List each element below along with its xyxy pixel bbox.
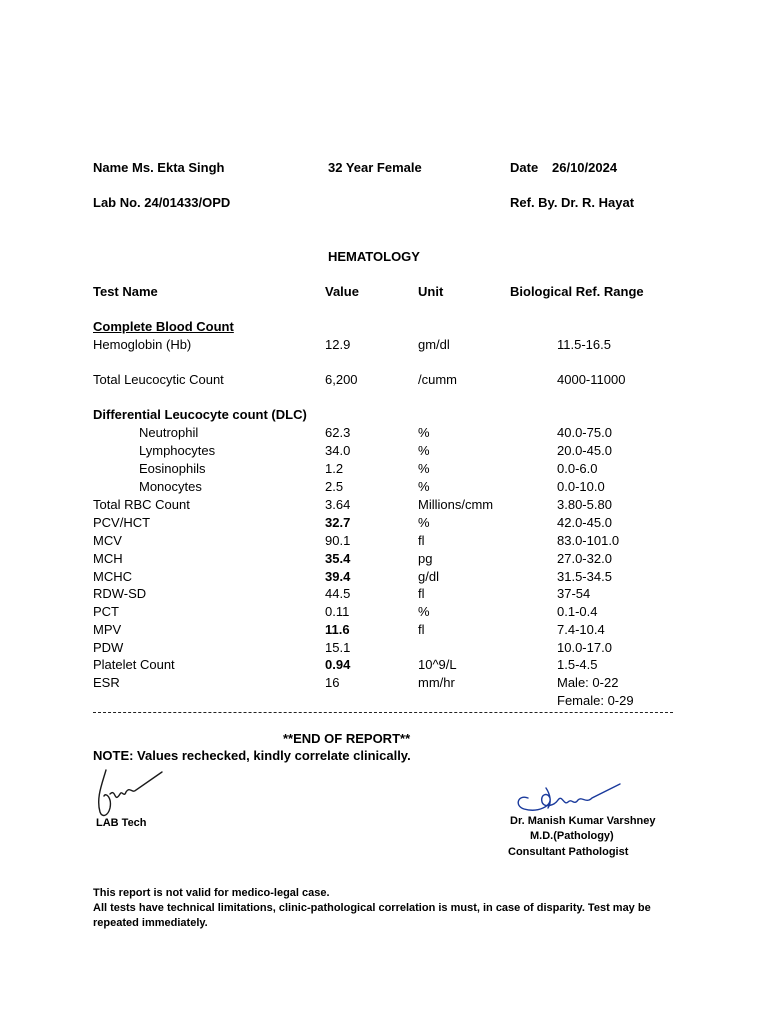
test-range: 10.0-17.0 [557, 640, 612, 655]
test-unit: gm/dl [418, 337, 450, 352]
test-range: 37-54 [557, 586, 591, 601]
table-row-dlc [93, 478, 693, 496]
test-unit: Millions/cmm [418, 497, 494, 512]
test-value-abnormal: 35.4 [325, 551, 351, 566]
test-range: 1.5-4.5 [557, 657, 598, 672]
header-test-name: Test Name [93, 284, 158, 299]
test-range: 7.4-10.4 [557, 622, 605, 637]
test-value-abnormal: 39.4 [325, 569, 351, 584]
test-value: 15.1 [325, 640, 351, 655]
test-value: 2.5 [325, 479, 344, 494]
test-name: Total RBC Count [93, 497, 190, 512]
header-ref-range: Biological Ref. Range [510, 284, 644, 299]
test-range: 31.5-34.5 [557, 569, 612, 584]
dlc-title: Differential Leucocyte count (DLC) [93, 407, 307, 422]
table-row-mchc [93, 568, 693, 586]
test-name: MCHC [93, 569, 132, 584]
patient-age-sex: 32 Year Female [328, 160, 422, 175]
test-range: 3.80-5.80 [557, 497, 612, 512]
test-range: Male: 0-22 [557, 675, 619, 690]
test-value: 0.11 [325, 604, 350, 619]
test-unit: fl [418, 586, 425, 601]
section-title: HEMATOLOGY [328, 249, 420, 264]
test-unit: pg [418, 551, 433, 566]
test-name: RDW-SD [93, 586, 147, 601]
test-value: 3.64 [325, 497, 351, 512]
header-value: Value [325, 284, 359, 299]
doctor-title: Consultant Pathologist [508, 846, 629, 858]
table-row-hemoglobin [93, 336, 693, 354]
test-name: MPV [93, 622, 122, 637]
report-date-label: Date [510, 160, 539, 175]
test-unit: fl [418, 622, 425, 637]
test-name: Total Leucocytic Count [93, 372, 224, 387]
test-value-abnormal: 0.94 [325, 657, 351, 672]
patient-name: Name Ms. Ekta Singh [93, 160, 225, 175]
test-name: Hemoglobin (Hb) [93, 337, 192, 352]
test-range: 0.1-0.4 [557, 604, 598, 619]
test-unit: % [418, 515, 430, 530]
doctor-degree: M.D.(Pathology) [530, 830, 614, 842]
test-name: Neutrophil [139, 425, 199, 440]
table-row-pct [93, 603, 693, 621]
test-value: 34.0 [325, 443, 351, 458]
test-name: Lymphocytes [139, 443, 216, 458]
table-row-pcv [93, 514, 693, 532]
disclaimer-line-3: repeated immediately. [93, 917, 208, 929]
test-value: 12.9 [325, 337, 351, 352]
test-value: 1.2 [325, 461, 344, 476]
table-row-dlc [93, 424, 693, 442]
test-name: Eosinophils [139, 461, 206, 476]
test-range: 0.0-10.0 [557, 479, 605, 494]
test-unit: % [418, 443, 430, 458]
test-value: 16 [325, 675, 340, 690]
table-row-tlc [93, 371, 693, 389]
doctor-name: Dr. Manish Kumar Varshney [510, 815, 656, 827]
test-name: Platelet Count [93, 657, 175, 672]
test-name: MCH [93, 551, 123, 566]
header-unit: Unit [418, 284, 444, 299]
test-range: 4000-11000 [557, 372, 626, 387]
test-unit: % [418, 425, 430, 440]
table-row-rbc [93, 496, 693, 514]
test-unit: 10^9/L [418, 657, 457, 672]
table-row-mpv [93, 621, 693, 639]
test-range: 20.0-45.0 [557, 443, 612, 458]
test-range: Female: 0-29 [557, 693, 634, 708]
note: NOTE: Values rechecked, kindly correlate clinically. [93, 748, 411, 763]
test-value: 44.5 [325, 586, 351, 601]
test-value-abnormal: 11.6 [325, 622, 350, 637]
test-name: ESR [93, 675, 120, 690]
lab-number: Lab No. 24/01433/OPD [93, 195, 231, 210]
table-row-dlc [93, 442, 693, 460]
test-value: 62.3 [325, 425, 351, 440]
test-unit: g/dl [418, 569, 439, 584]
disclaimer-line-2: All tests have technical limitations, clinic-pathological correlation is must, in case of disparity. Test may be [93, 902, 651, 914]
test-unit: /cumm [418, 372, 457, 387]
test-range: 40.0-75.0 [557, 425, 612, 440]
test-value: 6,200 [325, 372, 358, 387]
test-name: MCV [93, 533, 122, 548]
pathologist-signature [512, 776, 624, 816]
test-name: PDW [93, 640, 124, 655]
table-header [93, 283, 693, 301]
table-row-dlc [93, 460, 693, 478]
cbc-title: Complete Blood Count [93, 319, 234, 334]
table-row-rdw [93, 585, 693, 603]
test-value-abnormal: 32.7 [325, 515, 351, 530]
table-row-platelet [93, 656, 693, 674]
test-unit: fl [418, 533, 425, 548]
test-range: 27.0-32.0 [557, 551, 612, 566]
test-value: 90.1 [325, 533, 351, 548]
test-unit: % [418, 604, 430, 619]
test-name: PCT [93, 604, 119, 619]
test-unit: mm/hr [418, 675, 455, 690]
table-row-esr-female [93, 692, 693, 710]
report-date: 26/10/2024 [552, 160, 618, 175]
test-range: 0.0-6.0 [557, 461, 598, 476]
test-unit: % [418, 479, 430, 494]
test-range: 83.0-101.0 [557, 533, 620, 548]
divider-dashed [93, 712, 673, 713]
disclaimer-line-1: This report is not valid for medico-legal case. [93, 887, 330, 899]
end-of-report: **END OF REPORT** [283, 731, 411, 746]
table-row-mch [93, 550, 693, 568]
table-row-esr [93, 674, 693, 692]
test-name: PCV/HCT [93, 515, 151, 530]
table-row-pdw [93, 639, 693, 657]
test-range: 11.5-16.5 [557, 337, 611, 352]
table-row-mcv [93, 532, 693, 550]
test-range: 42.0-45.0 [557, 515, 612, 530]
referred-by: Ref. By. Dr. R. Hayat [510, 195, 635, 210]
test-name: Monocytes [139, 479, 202, 494]
test-unit: % [418, 461, 430, 476]
lab-tech-label: LAB Tech [96, 817, 147, 829]
